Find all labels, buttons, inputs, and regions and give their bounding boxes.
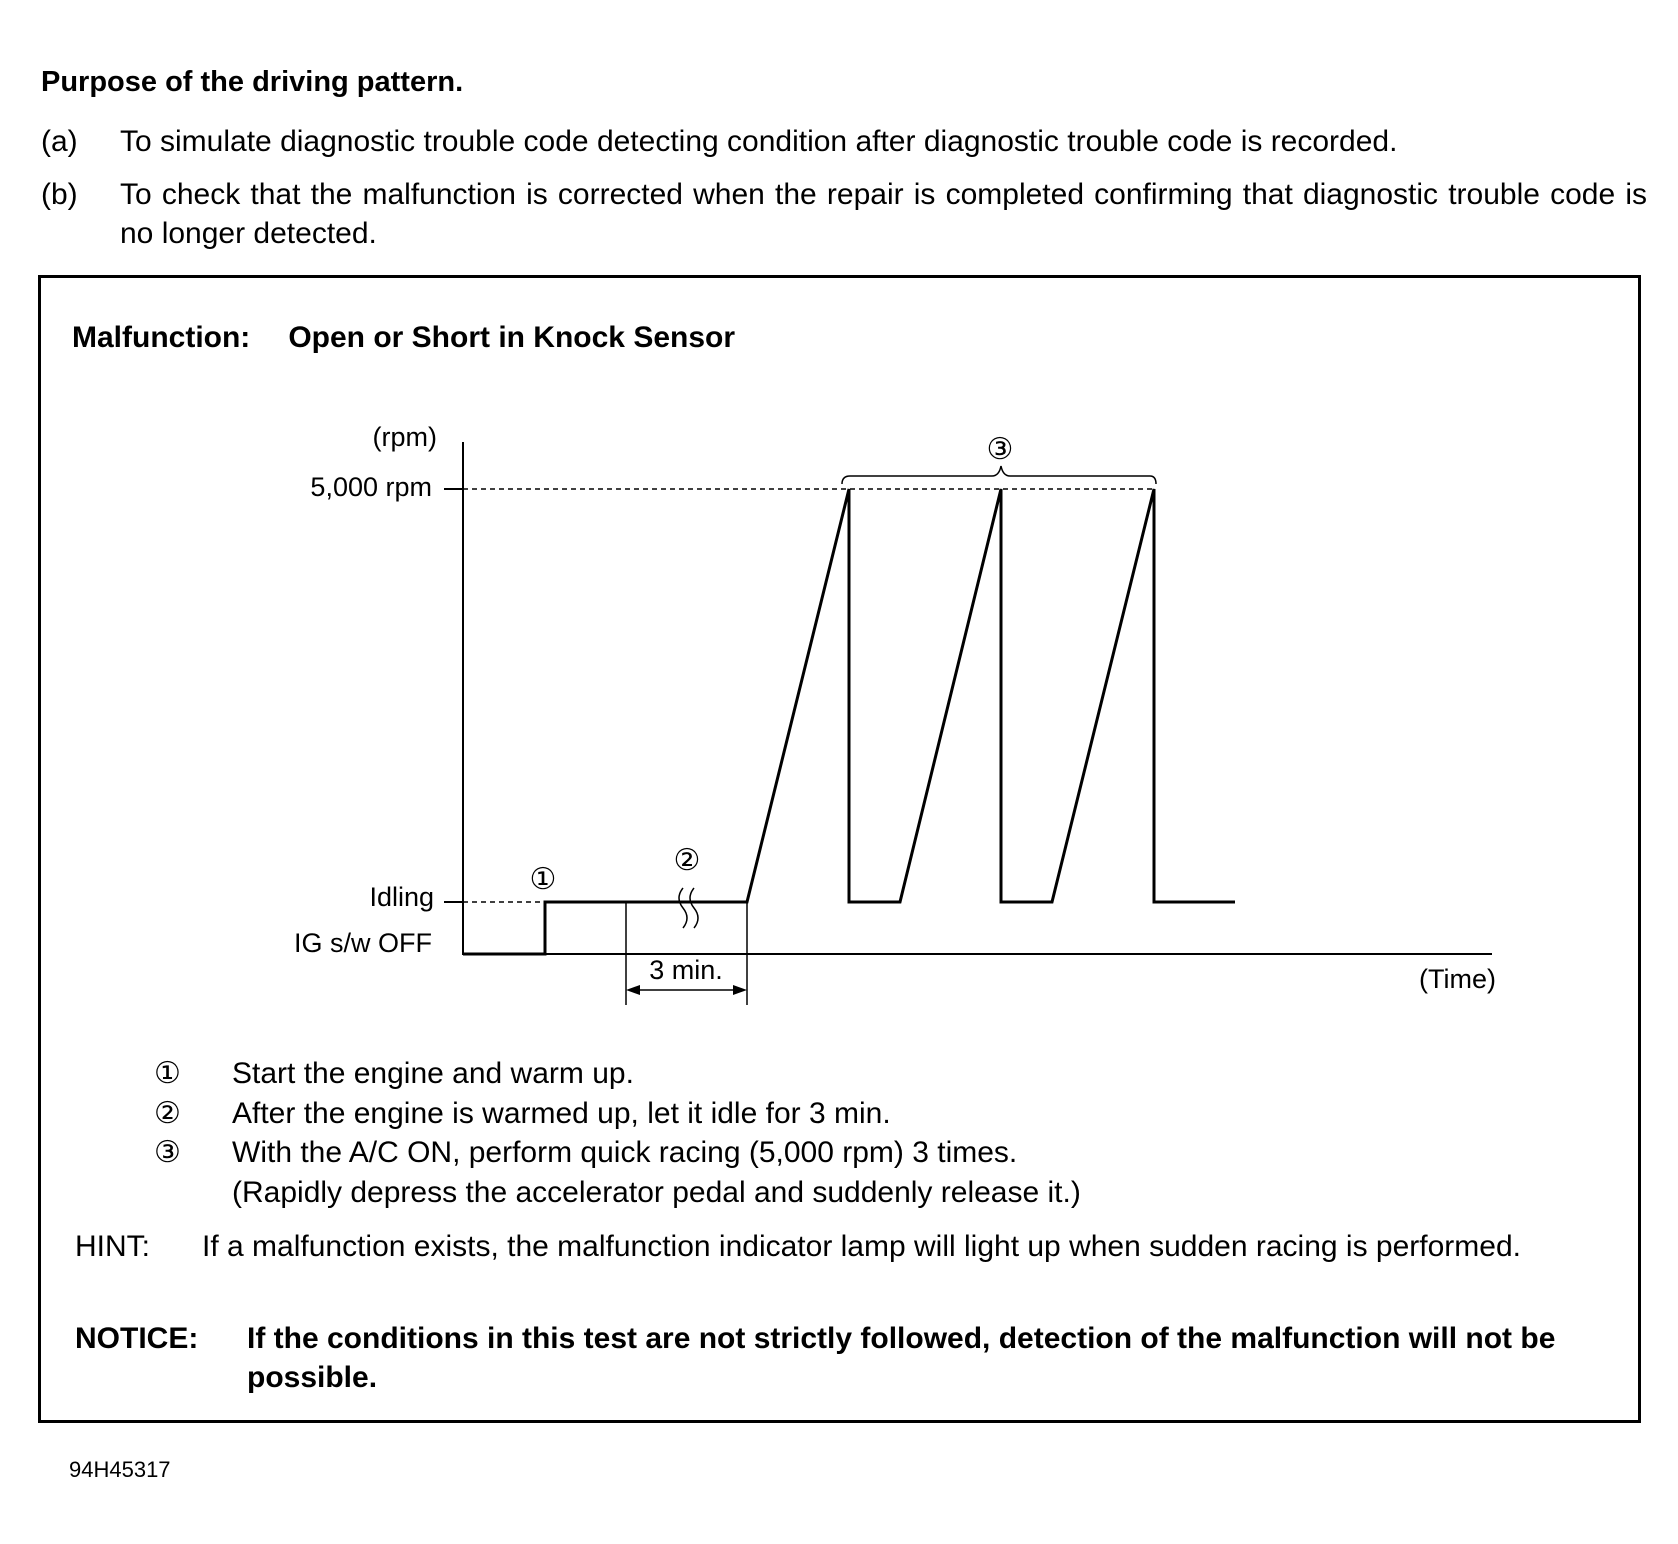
- marker-step-1: ①: [529, 863, 557, 896]
- malfunction-value: Open or Short in Knock Sensor: [288, 321, 736, 354]
- hint-label: HINT:: [75, 1230, 150, 1263]
- y-unit-label: (rpm): [372, 422, 437, 452]
- purpose-item-label: (b): [41, 178, 78, 211]
- notice-note: [75, 1319, 1615, 1397]
- step-text: Start the engine and warm up.: [232, 1057, 634, 1090]
- time-break-mark: [679, 888, 687, 928]
- marker-step-2: ②: [673, 844, 701, 877]
- interval-label: 3 min.: [649, 955, 723, 985]
- purpose-item-text: To simulate diagnostic trouble code detecting condition after diagnostic trouble code is recorded.: [120, 125, 1398, 158]
- notice-label: NOTICE:: [75, 1322, 199, 1355]
- rpm-pattern-line: [463, 489, 1235, 954]
- hint-note: [75, 1227, 1615, 1266]
- purpose-item-label: (a): [41, 125, 78, 158]
- step-number: ②: [154, 1097, 181, 1130]
- step-text: After the engine is warmed up, let it idle for 3 min.: [232, 1097, 891, 1130]
- step-number: ③: [154, 1136, 181, 1169]
- step-text: With the A/C ON, perform quick racing (5,000 rpm) 3 times.: [232, 1136, 1018, 1169]
- interval-arrow-left: [626, 985, 640, 995]
- purpose-item-text: To check that the malfunction is corrected when the repair is completed confirming that diagnostic trouble code is no longer detected.: [120, 178, 1647, 250]
- hint-text: If a malfunction exists, the malfunction indicator lamp will light up when sudden racing is performed.: [202, 1230, 1521, 1263]
- page-heading: Purpose of the driving pattern.: [41, 66, 464, 98]
- step-3: [154, 1133, 1017, 1172]
- x-unit-label: (Time): [1419, 964, 1496, 994]
- step-number: ①: [154, 1057, 181, 1090]
- step-1: [154, 1054, 634, 1093]
- time-break-mark: [690, 888, 698, 928]
- y-level-idling: Idling: [369, 882, 434, 912]
- interval-arrow-right: [733, 985, 747, 995]
- notice-text: If the conditions in this test are not strictly followed, detection of the malfunction will not be possible.: [247, 1322, 1556, 1394]
- step-3-continuation: (Rapidly depress the accelerator pedal and suddenly release it.): [232, 1176, 1081, 1209]
- y-level-ig-off: IG s/w OFF: [294, 928, 432, 958]
- reference-code: 94H45317: [69, 1457, 171, 1482]
- y-level-5000: 5,000 rpm: [310, 472, 432, 502]
- step-2: [154, 1094, 891, 1133]
- racing-bracket: [842, 466, 1156, 484]
- marker-step-3: ③: [986, 433, 1014, 466]
- malfunction-label: Malfunction:: [72, 321, 251, 354]
